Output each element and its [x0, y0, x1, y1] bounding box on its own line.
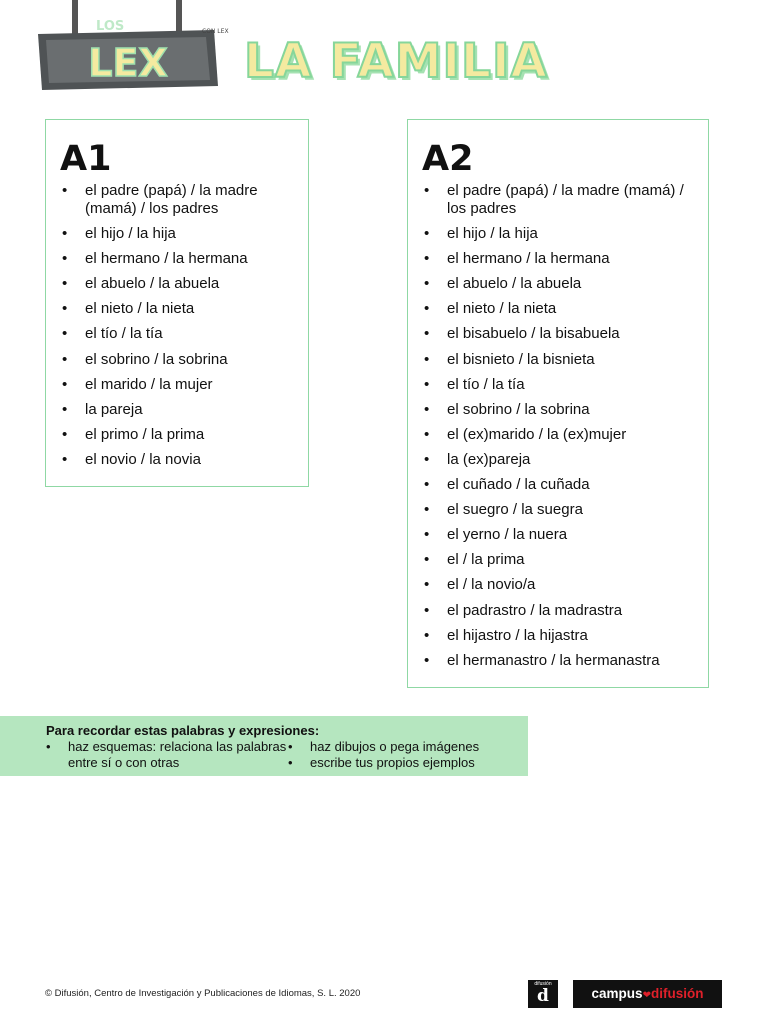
- vocab-item: [60, 325, 294, 343]
- bullet-icon: •: [424, 275, 430, 293]
- vocab-item: [60, 300, 294, 318]
- vocab-item: [422, 551, 694, 569]
- vocab-item-text: la pareja: [85, 400, 143, 418]
- difusion-logo-label: difusión: [534, 981, 552, 987]
- vocab-item-text: el tío / la tía: [85, 325, 163, 343]
- bullet-icon: •: [424, 450, 430, 468]
- bullet-icon: •: [62, 250, 68, 268]
- vocab-item-text: el yerno / la nuera: [447, 526, 568, 544]
- vocab-item-text: el padrastro / la madrastra: [447, 601, 623, 619]
- level-heading: A1: [60, 139, 112, 179]
- vocab-item-text: el bisnieto / la bisnieta: [447, 350, 595, 368]
- vocab-item: [60, 401, 294, 419]
- vocab-item-text: el padre (papá) / la madre (mamá) / los padres: [447, 182, 684, 217]
- tips-column-right: [288, 739, 479, 771]
- vocab-item: [422, 627, 694, 645]
- vocab-item: [422, 401, 694, 419]
- bullet-icon: •: [62, 325, 68, 343]
- vocab-item-text: el sobrino / la sobrina: [447, 400, 590, 418]
- vocab-item-text: el marido / la mujer: [85, 375, 213, 393]
- vocab-list-a2: [422, 182, 694, 670]
- tips-banner: [0, 716, 528, 776]
- vocab-item: [422, 602, 694, 620]
- bullet-icon: •: [62, 425, 68, 443]
- vocab-item: [60, 376, 294, 394]
- bullet-icon: •: [424, 601, 430, 619]
- vocab-item-text: el hijo / la hija: [85, 225, 176, 243]
- vocab-item-text: el hermano / la hermana: [85, 250, 248, 268]
- vocab-item: [422, 652, 694, 670]
- level-heading: A2: [422, 139, 474, 179]
- bullet-icon: •: [424, 182, 430, 199]
- vocab-item-text: el sobrino / la sobrina: [85, 350, 228, 368]
- vocab-item-text: el suegro / la suegra: [447, 501, 583, 519]
- lex-logo: [34, 0, 229, 92]
- vocab-list-a1: [60, 182, 294, 469]
- vocab-item: [422, 376, 694, 394]
- vocab-item-text: el nieto / la nieta: [447, 300, 557, 318]
- vocab-item-text: el primo / la prima: [85, 425, 205, 443]
- bullet-icon: •: [424, 425, 430, 443]
- vocab-item: [422, 426, 694, 444]
- vocab-item-text: la (ex)pareja: [447, 450, 531, 468]
- vocab-item: [422, 576, 694, 594]
- bullet-icon: •: [62, 400, 68, 418]
- bullet-icon: •: [424, 400, 430, 418]
- difusion-word: difusión: [650, 986, 704, 1001]
- bullet-icon: •: [62, 300, 68, 318]
- tip-item: [288, 739, 479, 755]
- bullet-icon: •: [62, 275, 68, 293]
- bullet-icon: •: [288, 739, 293, 754]
- bullet-icon: •: [424, 501, 430, 519]
- vocab-item-text: el (ex)marido / la (ex)mujer: [447, 425, 627, 443]
- vocab-item: [422, 501, 694, 519]
- bullet-icon: •: [424, 375, 430, 393]
- campus-difusion-logo: [573, 980, 722, 1008]
- vocab-item-text: el padre (papá) / la madre (mamá) / los padres: [85, 182, 258, 217]
- bullet-icon: •: [424, 476, 430, 494]
- page-title: LA FAMILIA: [244, 34, 548, 89]
- vocab-item: [60, 250, 294, 268]
- vocab-item: [422, 300, 694, 318]
- difusion-logo-letter: d: [537, 986, 549, 1006]
- bullet-icon: •: [424, 325, 430, 343]
- vocab-item: [60, 351, 294, 369]
- vocab-item-text: el hijastro / la hijastra: [447, 626, 588, 644]
- vocab-item-text: el hijo / la hija: [447, 225, 538, 243]
- bullet-icon: •: [288, 755, 293, 770]
- bullet-icon: •: [424, 576, 430, 594]
- bullet-icon: •: [424, 350, 430, 368]
- bullet-icon: •: [424, 551, 430, 569]
- difusion-logo: [528, 980, 558, 1008]
- logo-tagline-text: CON LEX: [202, 28, 229, 35]
- tips-title: Para recordar estas palabras y expresiones:: [46, 723, 320, 738]
- campus-word: campus: [591, 986, 643, 1001]
- vocab-item: [60, 182, 294, 218]
- vocab-item-text: el abuelo / la abuela: [447, 275, 582, 293]
- heart-icon: ❤: [642, 990, 651, 1001]
- vocab-item-text: el bisabuelo / la bisabuela: [447, 325, 620, 343]
- vocab-item: [422, 325, 694, 343]
- vocab-item: [60, 275, 294, 293]
- vocab-item-text: el hermano / la hermana: [447, 250, 610, 268]
- vocab-item: [60, 426, 294, 444]
- vocab-item: [422, 250, 694, 268]
- vocab-item: [422, 225, 694, 243]
- vocab-item: [422, 526, 694, 544]
- vocab-item: [422, 476, 694, 494]
- bullet-icon: •: [62, 182, 68, 199]
- bullet-icon: •: [62, 375, 68, 393]
- vocab-item-text: el / la novio/a: [447, 576, 536, 594]
- level-box-a2: [407, 119, 709, 688]
- copyright-text: © Difusión, Centro de Investigación y Publicaciones de Idiomas, S. L. 2020: [45, 988, 361, 999]
- vocab-item: [422, 351, 694, 369]
- tip-item: [288, 755, 479, 771]
- vocab-item-text: el cuñado / la cuñada: [447, 476, 590, 494]
- vocab-item-text: el abuelo / la abuela: [85, 275, 220, 293]
- tips-columns: [46, 739, 528, 771]
- vocab-item: [60, 451, 294, 469]
- tip-item-text: escribe tus propios ejemplos: [310, 755, 475, 770]
- bullet-icon: •: [424, 300, 430, 318]
- logo-los-text: LOS: [96, 19, 125, 34]
- bullet-icon: •: [62, 450, 68, 468]
- bullet-icon: •: [424, 526, 430, 544]
- bullet-icon: •: [62, 225, 68, 243]
- bullet-icon: •: [424, 626, 430, 644]
- bullet-icon: •: [424, 225, 430, 243]
- logo-lex-text: LEX: [88, 41, 168, 85]
- level-box-a1: [45, 119, 309, 487]
- vocab-item-text: el nieto / la nieta: [85, 300, 195, 318]
- bullet-icon: •: [424, 651, 430, 669]
- vocab-item: [422, 275, 694, 293]
- vocab-item: [60, 225, 294, 243]
- vocab-item: [422, 182, 694, 218]
- bullet-icon: •: [46, 739, 51, 754]
- vocab-item-text: el novio / la novia: [85, 450, 201, 468]
- tip-item-text: haz esquemas: relaciona las palabras entre sí o con otras: [68, 739, 287, 770]
- tips-column-left: [46, 739, 288, 771]
- tip-item-text: haz dibujos o pega imágenes: [310, 739, 480, 754]
- vocab-item-text: el / la prima: [447, 551, 525, 569]
- vocab-item: [422, 451, 694, 469]
- vocab-item-text: el tío / la tía: [447, 375, 525, 393]
- bullet-icon: •: [424, 250, 430, 268]
- vocab-item-text: el hermanastro / la hermanastra: [447, 651, 660, 669]
- tip-item: [46, 739, 288, 771]
- bullet-icon: •: [62, 350, 68, 368]
